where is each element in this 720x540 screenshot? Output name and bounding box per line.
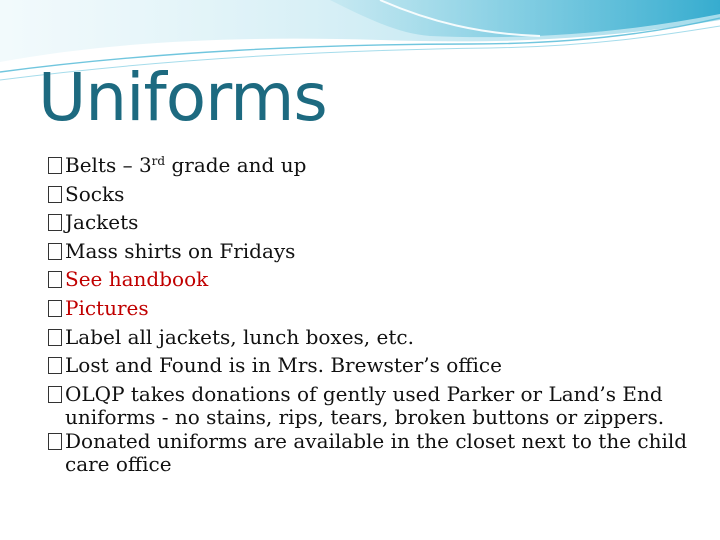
missing-glyph-bullet-icon [48, 300, 62, 317]
slide-title: Uniforms [38, 59, 327, 136]
missing-glyph-bullet-icon [48, 329, 62, 346]
bullet-item: Mass shirts on Fridays [48, 240, 698, 263]
bullet-item-see-handbook: See handbook [48, 268, 698, 291]
bullet-item-pictures: Pictures [48, 297, 698, 320]
bullet-item: Donated uniforms are available in the closet next to the child care office [48, 430, 698, 476]
bullet-item: Belts – 3rd grade and up [48, 154, 698, 177]
missing-glyph-bullet-icon [48, 271, 62, 288]
missing-glyph-bullet-icon [48, 214, 62, 231]
missing-glyph-bullet-icon [48, 157, 62, 174]
missing-glyph-bullet-icon [48, 386, 62, 403]
missing-glyph-bullet-icon [48, 243, 62, 260]
bullet-item: OLQP takes donations of gently used Parker or Land’s End uniforms - no stains, rips, tears, broken buttons or zippers. [48, 383, 698, 429]
bullet-list [48, 154, 698, 481]
missing-glyph-bullet-icon [48, 186, 62, 203]
bullet-item: Socks [48, 183, 698, 206]
bullet-item: Jackets [48, 211, 698, 234]
missing-glyph-bullet-icon [48, 357, 62, 374]
bullet-item: Lost and Found is in Mrs. Brewster’s office [48, 354, 698, 377]
missing-glyph-bullet-icon [48, 433, 62, 450]
bullet-item: Label all jackets, lunch boxes, etc. [48, 326, 698, 349]
